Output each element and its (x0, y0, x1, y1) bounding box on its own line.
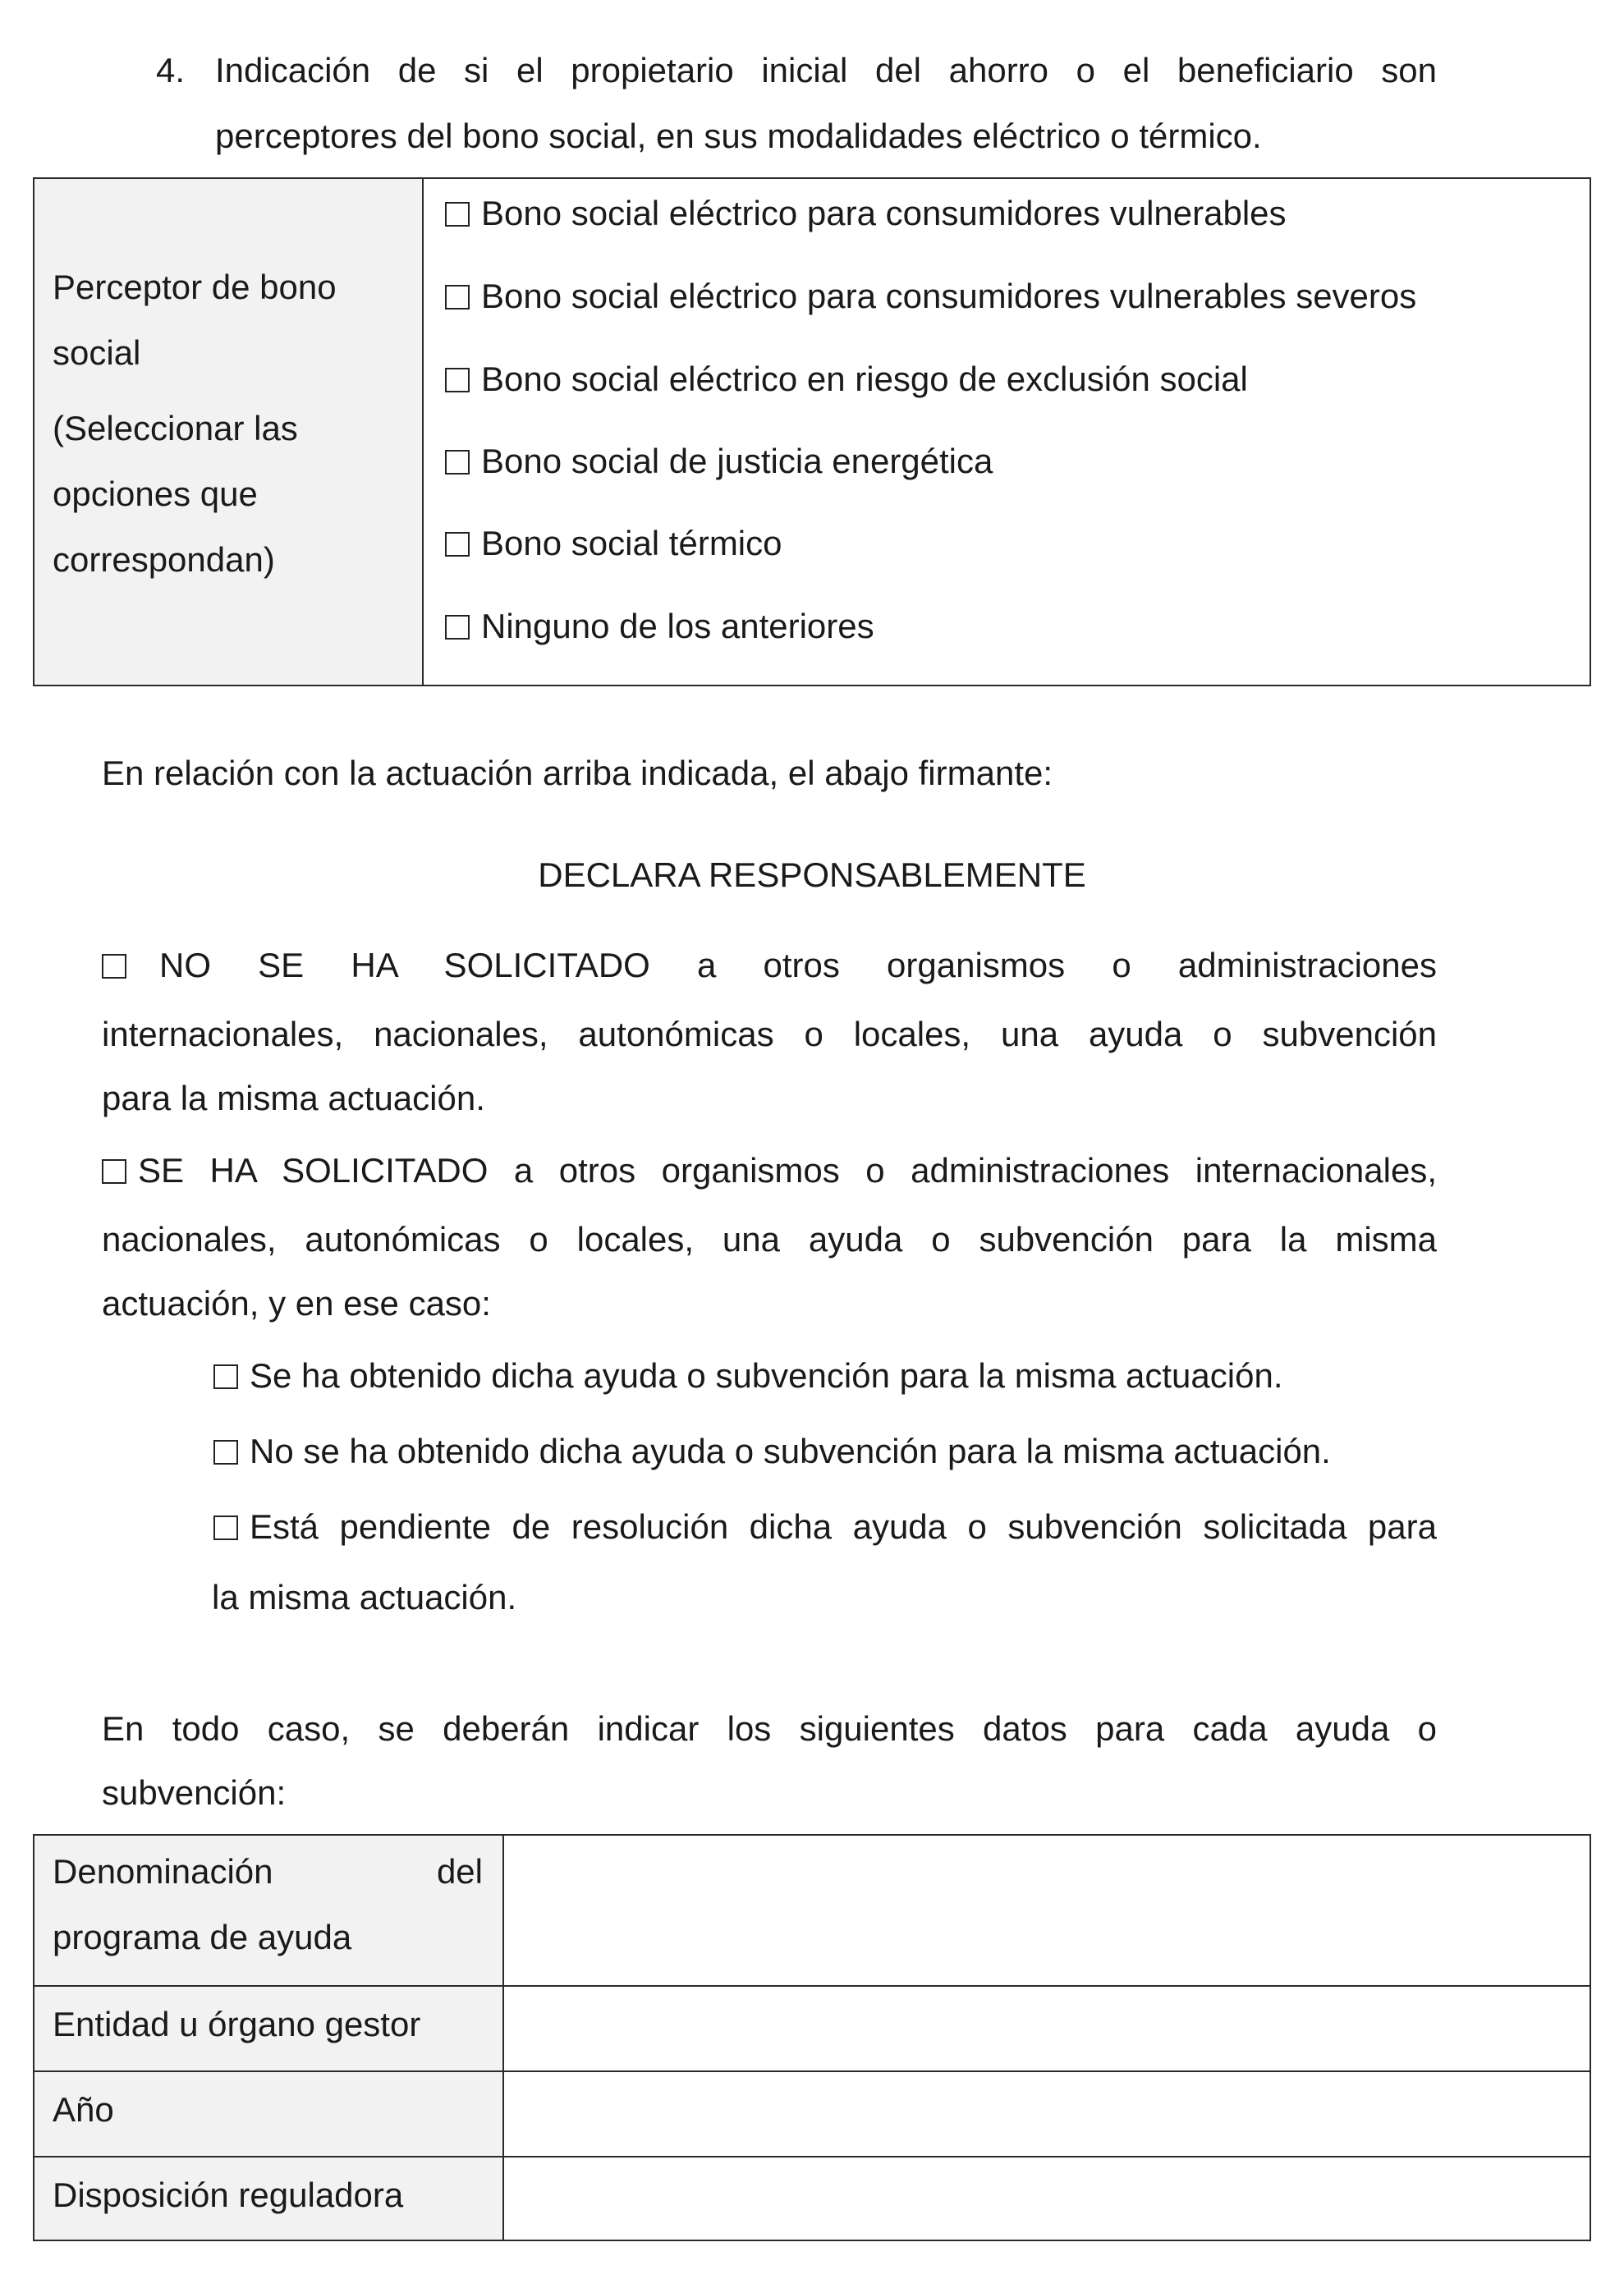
checkbox-icon[interactable] (445, 368, 470, 392)
item4-text-line2: perceptores del bono social, en sus modalidades eléctrico o térmico. (215, 117, 1262, 155)
bono-social-label-cell (34, 179, 424, 685)
no-solicitado-line1: NO SE HA SOLICITADO a otros organismos o administraciones (159, 946, 1437, 984)
checkbox-icon[interactable] (445, 202, 470, 227)
bono-option[interactable] (445, 437, 993, 486)
entidad-label: Entidad u órgano gestor (53, 2005, 421, 2043)
checkbox-icon[interactable] (213, 1440, 238, 1465)
checkbox-icon[interactable] (445, 450, 470, 475)
bono-option-label: Bono social eléctrico para consumidores vulnerables (481, 194, 1287, 232)
bono-option[interactable] (445, 272, 1416, 321)
anio-label: Año (53, 2090, 114, 2129)
denominacion-label-line2: programa de ayuda (53, 1918, 352, 1956)
row-divider (34, 2070, 1590, 2072)
bono-option-label: Ninguno de los anteriores (481, 607, 874, 645)
si-solicitado-line1: SE HA SOLICITADO a otros organismos o administraciones internacionales, (138, 1151, 1437, 1190)
bono-label-line: opciones que (53, 475, 258, 513)
bono-label-line: Perceptor de bono (53, 268, 337, 306)
datos-ayuda-table (33, 1834, 1591, 2241)
checkbox-icon[interactable] (213, 1364, 238, 1389)
relation-text: En relación con la actuación arriba indicada, el abajo firmante: (102, 754, 1053, 792)
no-solicitado-line2: internacionales, nacionales, autonómicas o locales, una ayuda o subvención (102, 1015, 1437, 1053)
todo-caso-line2: subvención: (102, 1773, 287, 1812)
row-divider (34, 1985, 1590, 1987)
bono-option-label: Bono social eléctrico en riesgo de exclusión social (481, 360, 1248, 398)
checkbox-icon[interactable] (445, 532, 470, 557)
bono-option-label: Bono social de justicia energética (481, 442, 993, 480)
bono-social-table (33, 177, 1591, 686)
disposicion-label: Disposición reguladora (53, 2176, 404, 2214)
no-solicitado-option[interactable] (102, 933, 1437, 998)
sub-option-pendiente-line2: la misma actuación. (212, 1578, 517, 1616)
bono-option[interactable] (445, 355, 1248, 404)
bono-label-line: correspondan) (53, 540, 275, 579)
checkbox-icon[interactable] (213, 1516, 238, 1540)
sub-option-obtenido-label: Se ha obtenido dicha ayuda o subvención para la misma actuación. (250, 1356, 1283, 1395)
bono-option[interactable] (445, 519, 782, 568)
sub-option-pendiente-line1: Está pendiente de resolución dicha ayuda o subvención solicitada para (250, 1507, 1437, 1546)
si-solicitado-line2: nacionales, autonómicas o locales, una ayuda o subvención para la misma (102, 1220, 1437, 1259)
denominacion-label-b: del (436, 1852, 483, 1891)
declara-heading: DECLARA RESPONSABLEMENTE (538, 855, 1086, 894)
bono-label-line: social (53, 333, 141, 372)
sub-option-pendiente[interactable] (213, 1494, 1437, 1560)
bono-option-label: Bono social térmico (481, 524, 782, 562)
denominacion-label-a: Denominación (53, 1852, 273, 1891)
checkbox-icon[interactable] (445, 615, 470, 640)
sub-option-obtenido[interactable] (213, 1343, 1282, 1409)
bono-option[interactable] (445, 602, 874, 651)
bono-option[interactable] (445, 189, 1287, 238)
sub-option-no-obtenido[interactable] (213, 1419, 1331, 1484)
item4-text-line1: Indicación de si el propietario inicial del ahorro o el beneficiario son (215, 51, 1437, 89)
row-divider (34, 2156, 1590, 2157)
todo-caso-line1: En todo caso, se deberán indicar los siguientes datos para cada ayuda o (102, 1709, 1437, 1748)
checkbox-icon[interactable] (102, 1159, 126, 1184)
no-solicitado-line3: para la misma actuación. (102, 1079, 485, 1117)
item-number: 4. (156, 51, 186, 89)
bono-option-label: Bono social eléctrico para consumidores vulnerables severos (481, 277, 1417, 315)
bono-label-line: (Seleccionar las (53, 409, 298, 447)
checkbox-icon[interactable] (102, 954, 126, 979)
sub-option-no-obtenido-label: No se ha obtenido dicha ayuda o subvención para la misma actuación. (250, 1432, 1331, 1470)
checkbox-icon[interactable] (445, 285, 470, 310)
si-solicitado-line3: actuación, y en ese caso: (102, 1284, 491, 1323)
si-solicitado-option[interactable] (102, 1138, 1437, 1204)
